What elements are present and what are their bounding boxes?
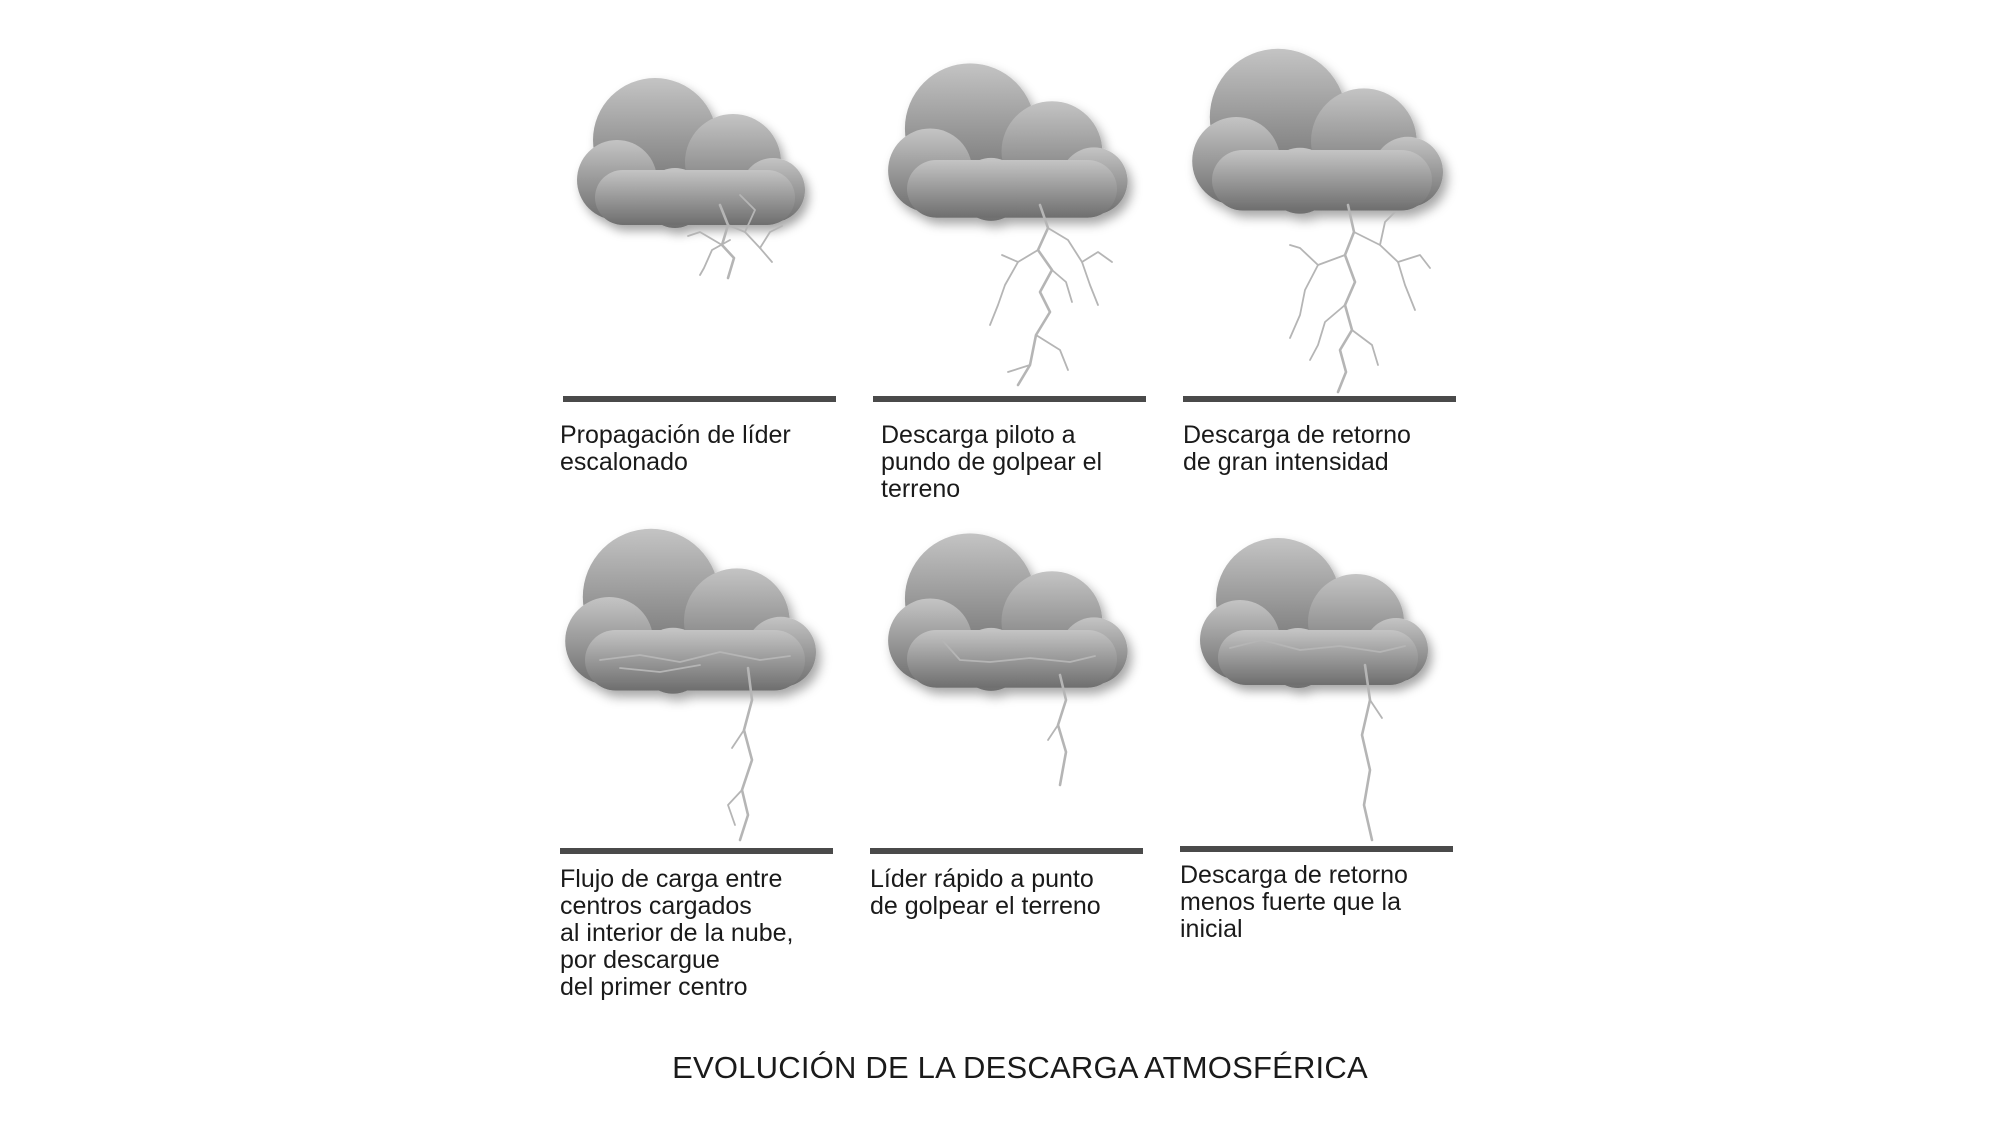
caption-line: al interior de la nube, xyxy=(560,919,794,947)
panel-4 xyxy=(560,529,833,854)
bolt-side-branch xyxy=(1354,232,1415,310)
caption-line: Líder rápido a punto xyxy=(870,865,1094,893)
bolt-side-branch xyxy=(760,226,782,248)
bolt-side-branch xyxy=(1290,255,1345,338)
caption-line: pundo de golpear el xyxy=(881,448,1103,476)
caption-line: de golpear el terreno xyxy=(870,892,1101,920)
lightning-bolt-icon xyxy=(990,205,1112,385)
cloud-icon xyxy=(577,78,805,228)
cloud-icon xyxy=(565,529,816,694)
bolt-side-branch xyxy=(688,232,722,245)
caption-line: Propagación de líder xyxy=(560,421,791,449)
ground-line xyxy=(1180,846,1453,852)
caption-line: Descarga de retorno xyxy=(1183,421,1411,449)
bolt-side-branch xyxy=(1352,330,1378,365)
cloud-icon xyxy=(1192,49,1443,214)
caption-line: centros cargados xyxy=(560,892,752,920)
bolt-side-branch xyxy=(1398,255,1430,268)
caption-panel-6 xyxy=(1180,862,1470,943)
caption-line: terreno xyxy=(881,475,961,503)
cloud-icon xyxy=(888,63,1127,220)
caption-line: escalonado xyxy=(560,448,688,476)
bolt-side-branch xyxy=(700,240,730,275)
bolt-side-branch xyxy=(990,250,1038,325)
caption-line: Descarga piloto a xyxy=(881,421,1076,449)
bolt-side-branch xyxy=(1380,212,1395,245)
panel-6 xyxy=(1180,538,1453,852)
panel-2 xyxy=(873,63,1146,402)
bolt-side-branch xyxy=(1290,245,1318,265)
cloud-icon xyxy=(1200,538,1428,688)
caption-panel-5 xyxy=(870,866,1160,920)
caption-line: Descarga de retorno xyxy=(1180,861,1408,889)
caption-panel-3 xyxy=(1183,422,1473,476)
ground-line xyxy=(873,396,1146,402)
bolt-side-branch xyxy=(1082,252,1112,262)
caption-line: del primer centro xyxy=(560,973,748,1001)
lightning-bolt-icon xyxy=(1290,205,1430,392)
ground-line xyxy=(1183,396,1456,402)
caption-panel-1 xyxy=(560,422,850,476)
bolt-main-branch xyxy=(1362,665,1372,840)
bolt-side-branch xyxy=(1052,270,1072,302)
ground-line xyxy=(870,848,1143,854)
caption-panel-2 xyxy=(881,422,1171,503)
bolt-main-branch xyxy=(1338,205,1355,392)
caption-line: inicial xyxy=(1180,915,1243,943)
bolt-side-branch xyxy=(732,730,744,748)
bolt-side-branch xyxy=(1048,228,1098,305)
bolt-side-branch xyxy=(1002,255,1018,262)
bolt-side-branch xyxy=(728,790,742,825)
panel-1 xyxy=(563,78,836,402)
caption-line: de gran intensidad xyxy=(1183,448,1389,476)
caption-line: Flujo de carga entre xyxy=(560,865,783,893)
diagram-title: EVOLUCIÓN DE LA DESCARGA ATMOSFÉRICA xyxy=(672,1050,1368,1085)
bolt-side-branch xyxy=(1048,725,1058,740)
bolt-side-branch xyxy=(1370,700,1382,718)
panel-3 xyxy=(1183,49,1456,402)
bolt-main-branch xyxy=(1058,675,1066,785)
ground-line xyxy=(563,396,836,402)
caption-panel-4 xyxy=(560,866,850,1001)
bolt-side-branch xyxy=(1036,335,1068,370)
caption-line: menos fuerte que la xyxy=(1180,888,1401,916)
bolt-side-branch xyxy=(728,225,772,262)
cloud-icon xyxy=(888,533,1127,691)
bolt-main-branch xyxy=(1018,205,1052,385)
bolt-main-branch xyxy=(740,668,752,840)
panel-5 xyxy=(870,533,1143,854)
caption-line: por descargue xyxy=(560,946,720,974)
ground-line xyxy=(560,848,833,854)
